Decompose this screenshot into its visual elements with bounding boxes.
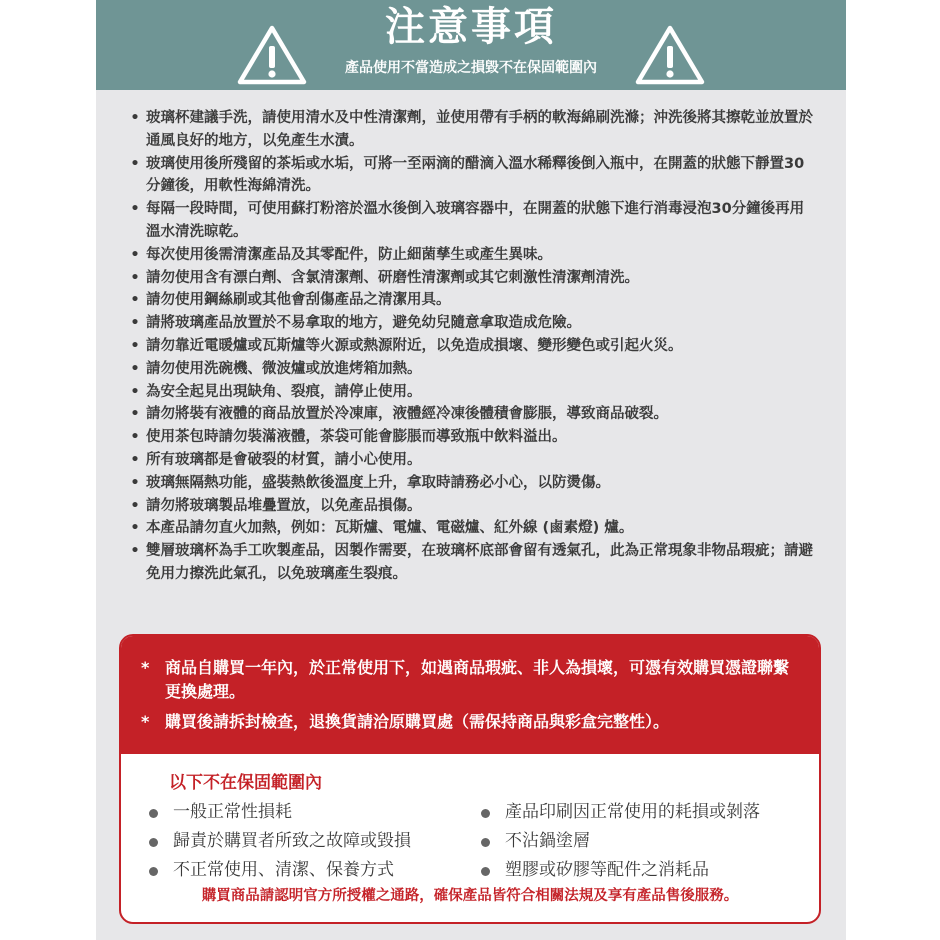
list-item xyxy=(128,426,818,449)
warranty-box xyxy=(119,634,821,924)
note-text: 雙層玻璃杯為手工吹製產品，因製作需要，在玻璃杯底部會留有透氣孔，此為正常現象非物品瑕疵；請避免用力擦洗此氣孔，以免玻璃產生裂痕。 xyxy=(146,543,813,582)
bullet: • xyxy=(130,269,140,286)
warranty-note-text: 商品自購買一年內，於正常使用下，如遇商品瑕疵、非人為損壞，可憑有效購買憑證聯繫更換處理。 xyxy=(165,658,790,701)
bullet-dot xyxy=(481,867,490,876)
note-text: 使用茶包時請勿裝滿液體，茶袋可能會膨脹而導致瓶中飲料溢出。 xyxy=(146,429,567,446)
list-item xyxy=(149,856,469,885)
bullet-dot xyxy=(149,838,158,847)
list-item xyxy=(128,198,818,244)
bullet: • xyxy=(130,337,140,354)
list-item xyxy=(128,153,818,199)
warranty-note xyxy=(141,710,801,734)
bullet: • xyxy=(130,201,140,218)
excluded-list-left xyxy=(149,798,469,885)
list-item xyxy=(149,798,469,827)
excluded-item-text: 塑膠或矽膠等配件之消耗品 xyxy=(505,860,709,880)
warranty-note-text: 購買後請拆封檢查，退換貨請洽原購買處（需保持商品與彩盒完整性）。 xyxy=(165,712,670,731)
care-notes-list xyxy=(128,107,818,586)
excluded-item-text: 產品印刷因正常使用的耗損或剝落 xyxy=(505,802,760,822)
note-text: 每隔一段時間，可使用蘇打粉溶於溫水後倒入玻璃容器中，在開蓋的狀態下進行消毒浸泡30分鐘後再用溫水清洗晾乾。 xyxy=(146,201,805,240)
list-item xyxy=(128,358,818,381)
list-item xyxy=(481,827,801,856)
note-text: 請將玻璃產品放置於不易拿取的地方，避免幼兒隨意拿取造成危險。 xyxy=(146,315,581,332)
note-text: 玻璃無隔熱功能，盛裝熱飲後溫度上升，拿取時請務必小心，以防燙傷。 xyxy=(146,474,610,491)
bullet-dot xyxy=(481,809,490,818)
note-text: 每次使用後需清潔產品及其零配件，防止細菌孳生或產生異味。 xyxy=(146,246,552,263)
list-item xyxy=(128,381,818,404)
list-item xyxy=(128,267,818,290)
list-item xyxy=(128,449,818,472)
bullet: • xyxy=(130,383,140,400)
list-item xyxy=(128,244,818,267)
bullet: • xyxy=(130,497,140,514)
list-item xyxy=(128,107,818,153)
excluded-item-text: 歸責於購買者所致之故障或毀損 xyxy=(173,831,411,851)
note-text: 請勿使用鋼絲刷或其他會刮傷產品之清潔用具。 xyxy=(146,292,451,309)
note-text: 請勿靠近電暖爐或瓦斯爐等火源或熱源附近，以免造成損壞、變形變色或引起火災。 xyxy=(146,337,683,354)
bullet: • xyxy=(130,474,140,491)
list-item xyxy=(481,856,801,885)
bullet: • xyxy=(130,360,140,377)
page-title: 注意事項 xyxy=(385,3,557,50)
note-text: 玻璃使用後所殘留的茶垢或水垢，可將一至兩滴的醋滴入溫水稀釋後倒入瓶中，在開蓋的狀態下靜置30分鐘後，用軟性海綿清洗。 xyxy=(146,155,805,195)
bullet: • xyxy=(130,543,140,560)
bullet: • xyxy=(130,429,140,446)
excluded-item-text: 一般正常性損耗 xyxy=(173,802,292,822)
note-text: 玻璃杯建議手洗，請使用清水及中性清潔劑，並使用帶有手柄的軟海綿刷洗滌；沖洗後將其擦乾並放置於通風良好的地方，以免產生水漬。 xyxy=(146,110,813,149)
bullet: • xyxy=(130,292,140,309)
excluded-list-right xyxy=(481,798,801,885)
list-item xyxy=(128,472,818,495)
excluded-item-text: 不沾鍋塗層 xyxy=(505,831,590,851)
warning-triangle-icon xyxy=(634,24,706,86)
warranty-note xyxy=(141,656,801,704)
bullet-dot xyxy=(149,867,158,876)
page-subtitle: 產品使用不當造成之損毀不在保固範圍內 xyxy=(345,60,597,76)
bullet: • xyxy=(130,520,140,537)
list-item xyxy=(128,495,818,518)
asterisk-icon: * xyxy=(141,658,150,677)
note-text: 為安全起見出現缺角、裂痕，請停止使用。 xyxy=(146,383,422,400)
list-item xyxy=(128,289,818,312)
note-text: 本產品請勿直火加熱，例如：瓦斯爐、電爐、電磁爐、紅外線 (鹵素燈) 爐。 xyxy=(146,520,634,537)
note-text: 所有玻璃都是會破裂的材質，請小心使用。 xyxy=(146,451,422,468)
bullet-dot xyxy=(149,809,158,818)
list-item xyxy=(128,403,818,426)
excluded-title: 以下不在保固範圍內 xyxy=(169,773,322,793)
bullet: • xyxy=(130,451,140,468)
official-channel-notice: 購買商品請認明官方所授權之通路，確保產品皆符合相關法規及享有產品售後服務。 xyxy=(201,888,739,904)
bullet-dot xyxy=(481,838,490,847)
list-item xyxy=(481,798,801,827)
list-item xyxy=(128,517,818,540)
bullet: • xyxy=(130,246,140,263)
bullet: • xyxy=(130,155,140,172)
excluded-item-text: 不正常使用、清潔、保養方式 xyxy=(173,860,394,880)
bullet: • xyxy=(130,315,140,332)
note-text: 請勿使用洗碗機、微波爐或放進烤箱加熱。 xyxy=(146,360,422,377)
note-text: 請勿將裝有液體的商品放置於冷凍庫，液體經冷凍後體積會膨脹，導致商品破裂。 xyxy=(146,406,668,423)
header-banner xyxy=(96,0,846,90)
list-item xyxy=(128,540,818,586)
list-item xyxy=(128,312,818,335)
warranty-notice-banner xyxy=(121,636,819,754)
bullet: • xyxy=(130,110,140,126)
note-text: 請勿將玻璃製品堆疊置放，以免產品損傷。 xyxy=(146,497,422,514)
note-text: 請勿使用含有漂白劑、含氯清潔劑、研磨性清潔劑或其它刺激性清潔劑清洗。 xyxy=(146,269,639,286)
list-item xyxy=(149,827,469,856)
list-item xyxy=(128,335,818,358)
bullet: • xyxy=(130,406,140,423)
asterisk-icon: * xyxy=(141,712,150,731)
